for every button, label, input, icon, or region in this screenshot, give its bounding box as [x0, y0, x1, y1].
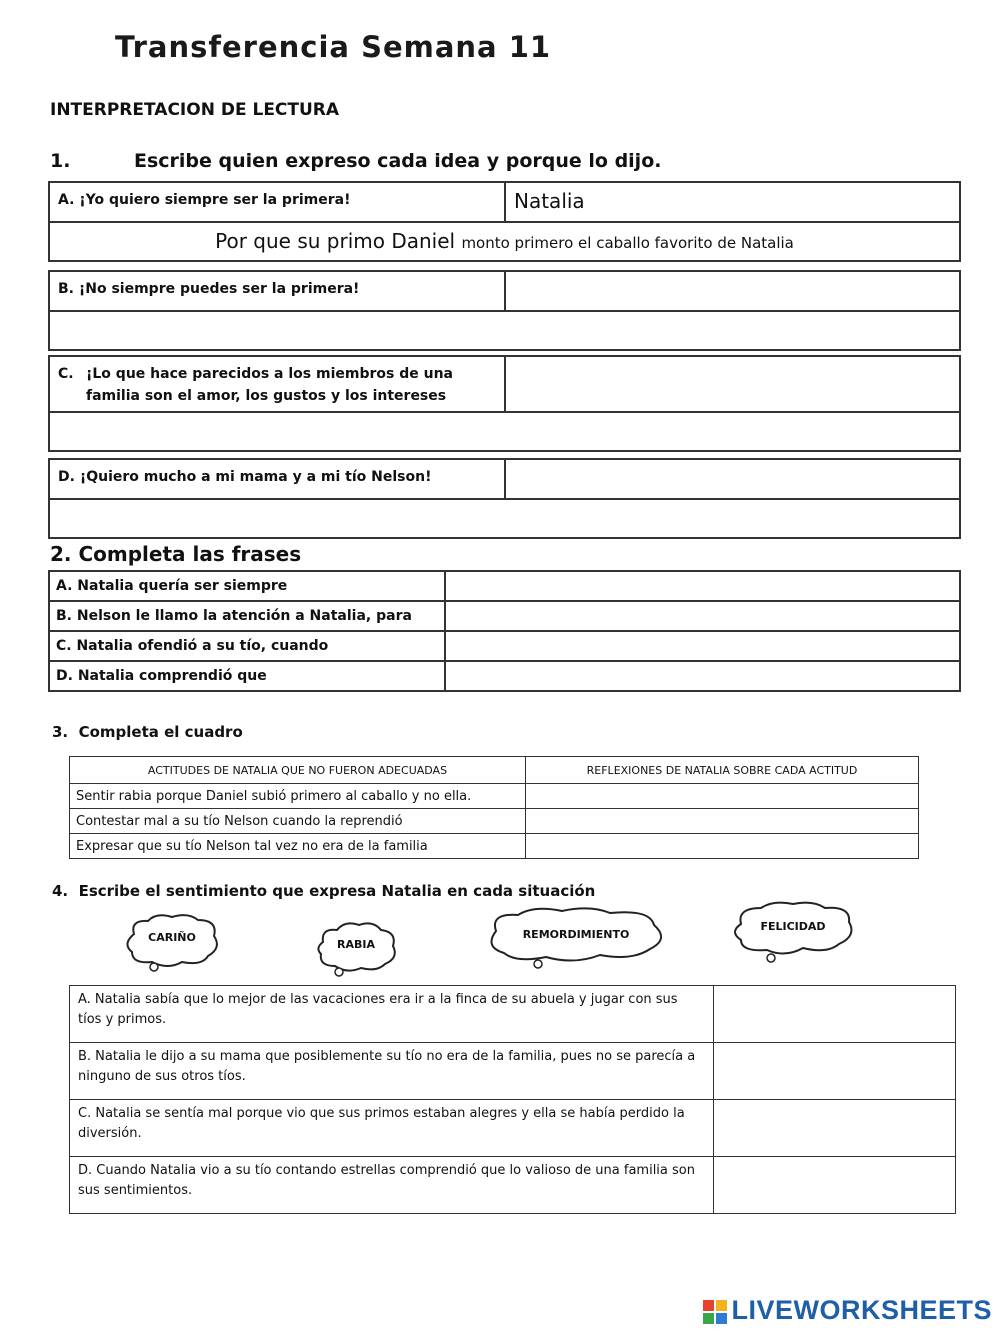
cloud-label: REMORDIMIENTO	[522, 928, 630, 941]
table-row	[49, 661, 960, 691]
q2-a-prompt: A. Natalia quería ser siempre	[49, 571, 445, 601]
q4-b-answer[interactable]	[714, 1043, 956, 1100]
table-row	[70, 986, 956, 1043]
section-heading: INTERPRETACION DE LECTURA	[50, 100, 340, 120]
q1-a-reason-main: Por que su primo Daniel	[215, 229, 456, 253]
q3-row2-attitude: Contestar mal a su tío Nelson cuando la reprendió	[70, 809, 526, 834]
cloud-label: FELICIDAD	[760, 920, 826, 933]
table-header-row	[70, 757, 919, 784]
thought-cloud-carino	[120, 912, 224, 974]
q2-b-answer[interactable]	[445, 601, 960, 631]
q1-c-speaker-input[interactable]	[506, 357, 959, 411]
q1-b-speaker-input[interactable]	[506, 272, 959, 310]
thought-cloud-remordimiento	[482, 905, 670, 971]
table-row	[70, 809, 919, 834]
q3-row3-attitude: Expresar que su tío Nelson tal vez no era de la familia	[70, 834, 526, 859]
question-1-text: Escribe quien expreso cada idea y porque lo dijo.	[134, 150, 662, 172]
table-row	[70, 784, 919, 809]
q1-block-c	[48, 355, 961, 452]
table-row	[70, 1043, 956, 1100]
q4-c-situation: C. Natalia se sentía mal porque vio que sus primos estaban alegres y ella se había perdido la diversión.	[70, 1100, 714, 1157]
brand-name: LIVEWORKSHEETS	[731, 1295, 992, 1325]
question-2-instruction: 2. Completa las frases	[50, 542, 302, 566]
q1-a-quote: A. ¡Yo quiero siempre ser la primera!	[50, 183, 506, 221]
q2-table	[48, 570, 961, 692]
q4-b-situation: B. Natalia le dijo a su mama que posiblemente su tío no era de la familia, pues no se parecía a ninguno de sus otros tíos.	[70, 1043, 714, 1100]
q1-b-reason-input[interactable]	[50, 312, 959, 349]
q1-block-b	[48, 270, 961, 351]
q1-block-a	[48, 181, 961, 262]
page-title: Transferencia Semana 11	[115, 30, 552, 64]
q2-c-prompt: C. Natalia ofendió a su tío, cuando	[49, 631, 445, 661]
q4-d-answer[interactable]	[714, 1157, 956, 1214]
q3-row2-answer[interactable]	[526, 809, 919, 834]
q1-d-reason-input[interactable]	[50, 500, 959, 537]
table-row	[70, 1100, 956, 1157]
brand-footer[interactable]	[703, 1295, 992, 1326]
q2-d-prompt: D. Natalia comprendió que	[49, 661, 445, 691]
q1-d-speaker-field[interactable]	[514, 466, 955, 494]
table-row	[49, 631, 960, 661]
q2-d-answer[interactable]	[445, 661, 960, 691]
question-1-number: 1.	[50, 150, 71, 172]
q3-col1-header: ACTITUDES DE NATALIA QUE NO FUERON ADECUADAS	[70, 757, 526, 784]
q1-block-d	[48, 458, 961, 539]
q4-c-answer[interactable]	[714, 1100, 956, 1157]
table-row	[70, 834, 919, 859]
table-row	[49, 571, 960, 601]
q1-c-quote: ¡Lo que hace parecidos a los miembros de una familia son el amor, los gustos y los intereses	[86, 366, 453, 404]
q4-a-answer[interactable]	[714, 986, 956, 1043]
q1-b-quote: B. ¡No siempre puedes ser la primera!	[50, 272, 506, 310]
q3-row1-answer[interactable]	[526, 784, 919, 809]
q1-b-speaker-field[interactable]	[514, 278, 955, 306]
q1-a-speaker[interactable]: Natalia	[514, 189, 585, 213]
q2-c-answer[interactable]	[445, 631, 960, 661]
q1-d-quote: D. ¡Quiero mucho a mi mama y a mi tío Nelson!	[50, 460, 506, 498]
cloud-label: CARIÑO	[148, 931, 196, 944]
q3-table	[69, 756, 919, 859]
question-4-instruction: 4. Escribe el sentimiento que expresa Natalia en cada situación	[52, 882, 596, 900]
q2-a-answer[interactable]	[445, 571, 960, 601]
cloud-label: RABIA	[337, 938, 375, 951]
question-3-instruction: 3. Completa el cuadro	[52, 723, 243, 741]
q1-d-speaker-input[interactable]	[506, 460, 959, 498]
q1-c-speaker-field[interactable]	[514, 363, 955, 407]
q3-col2-header: REFLEXIONES DE NATALIA SOBRE CADA ACTITUD	[526, 757, 919, 784]
thought-cloud-felicidad	[729, 900, 857, 966]
q3-row1-attitude: Sentir rabia porque Daniel subió primero al caballo y no ella.	[70, 784, 526, 809]
table-row	[70, 1157, 956, 1214]
q1-c-quote-cell	[50, 357, 506, 411]
q1-b-reason-field[interactable]	[50, 312, 963, 351]
q1-d-reason-field[interactable]	[50, 500, 963, 539]
q1-a-reason[interactable]	[50, 223, 959, 260]
q4-table	[69, 985, 956, 1214]
q1-c-reason-input[interactable]	[50, 413, 959, 450]
table-row	[49, 601, 960, 631]
q4-d-situation: D. Cuando Natalia vio a su tío contando estrellas comprendió que lo valioso de una familia son sus sentimientos.	[70, 1157, 714, 1214]
q2-b-prompt: B. Nelson le llamo la atención a Natalia, para	[49, 601, 445, 631]
q1-c-label: C.	[58, 366, 74, 382]
liveworksheets-logo-icon	[703, 1300, 727, 1324]
q1-a-reason-small: monto primero el caballo favorito de Natalia	[461, 234, 794, 252]
q1-c-reason-field[interactable]	[50, 413, 963, 452]
question-1-instruction	[50, 150, 661, 172]
q4-a-situation: A. Natalia sabía que lo mejor de las vacaciones era ir a la finca de su abuela y jugar con sus tíos y primos.	[70, 986, 714, 1043]
thought-cloud-rabia	[313, 920, 399, 978]
q3-row3-answer[interactable]	[526, 834, 919, 859]
